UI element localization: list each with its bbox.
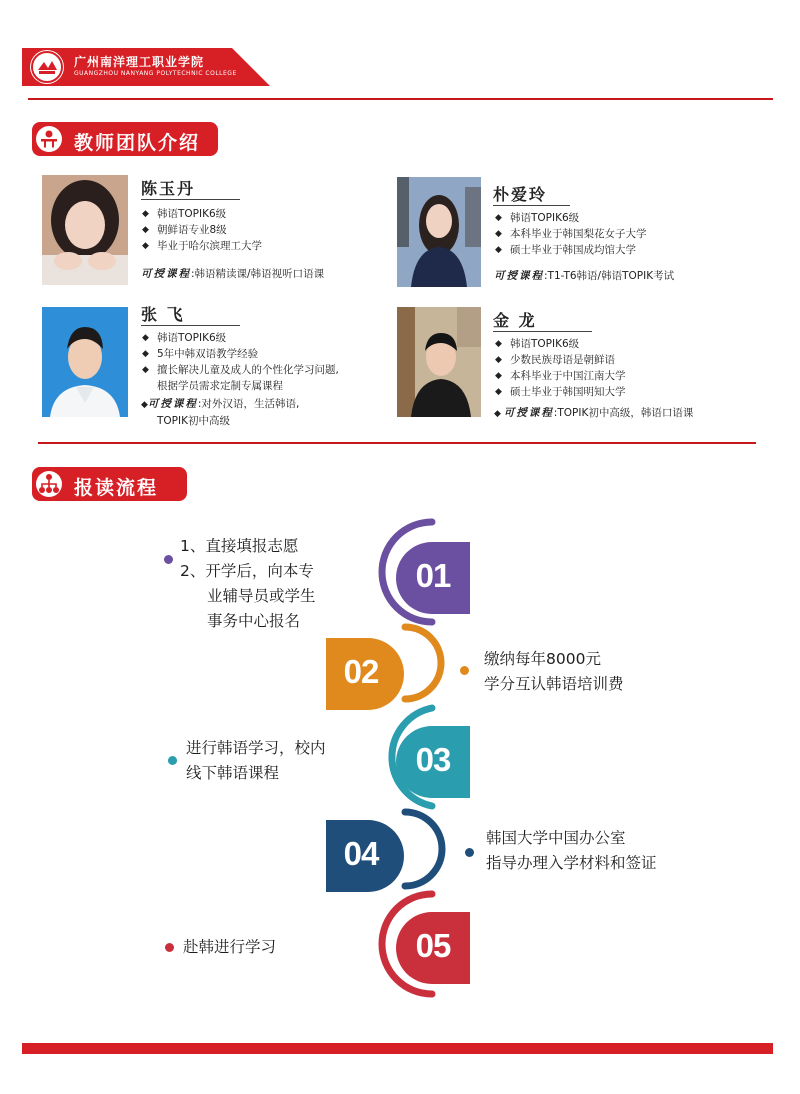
step-number: 05 [415, 927, 451, 964]
list-item: ◆ 韩语TOPIK6级 [494, 336, 626, 352]
step-dot [165, 943, 174, 952]
section-title: 教师团队介绍 [74, 132, 201, 154]
step-number: 04 [343, 835, 379, 872]
list-item: ◆ 本科毕业于中国江南大学 [494, 368, 626, 384]
step-text: 缴纳每年8000元 学分互认韩语培训费 [484, 650, 624, 693]
step-dot [460, 666, 469, 675]
course-label: 可授课程 [503, 407, 554, 419]
course-text: TOPIK初中高级 [157, 415, 230, 427]
teacher-name: 张 飞 [141, 305, 185, 324]
step-number: 02 [343, 653, 379, 690]
list-item: ◆ 韩语TOPIK6级 [494, 210, 647, 226]
footer-bar [22, 1043, 773, 1054]
list-item: 根据学员需求定制专属课程 [157, 380, 283, 392]
step-number: 03 [415, 741, 451, 778]
list-item: ◆ 硕士毕业于韩国成均馆大学 [494, 242, 647, 258]
step-text: 韩国大学中国办公室 指导办理入学材料和签证 [486, 829, 657, 872]
step-dot [168, 756, 177, 765]
teacher-name: 朴爱玲 [493, 185, 548, 204]
teacher-courses: ◆ 可授课程:TOPIK初中高级，韩语口语课 [494, 407, 694, 419]
teacher-name: 金 龙 [493, 311, 537, 330]
step-dot [465, 848, 474, 857]
list-item: ◆ 硕士毕业于韩国明知大学 [494, 384, 626, 400]
course-text: :对外汉语，生活韩语, [197, 398, 300, 410]
school-name-cn: 广州南洋理工职业学院 [74, 55, 205, 69]
list-item: ◆ 5年中韩双语教学经验 [141, 346, 339, 362]
list-item: ◆ 韩语TOPIK6级 [141, 206, 262, 222]
course-label: 可授课程 [141, 268, 191, 280]
section-title: 报读流程 [74, 477, 159, 499]
step-dot [164, 555, 173, 564]
list-item: ◆ 本科毕业于韩国梨花女子大学 [494, 226, 647, 242]
list-item: ◆ 毕业于哈尔滨理工大学 [141, 238, 262, 254]
step-text: 赴韩进行学习 [183, 938, 277, 956]
list-item: ◆ 少数民族母语是朝鲜语 [494, 352, 626, 368]
school-name-en: GUANGZHOU NANYANG POLYTECHNIC COLLEGE [74, 70, 237, 77]
list-item: ◆ 朝鲜语专业8级 [141, 222, 262, 238]
list-item: ◆ 韩语TOPIK6级 [141, 330, 339, 346]
course-label: 可授课程 [494, 270, 544, 282]
step-text: 进行韩语学习，校内 线下韩语课程 [186, 739, 326, 782]
course-text: :T1-T6韩语/韩语TOPIK考试 [544, 270, 675, 282]
course-text: :TOPIK初中高级，韩语口语课 [553, 407, 694, 419]
step-number: 01 [415, 557, 451, 594]
course-text: :韩语精读课/韩语视听口语课 [191, 268, 325, 280]
list-item: ◆ 擅长解决儿童及成人的个性化学习问题, [141, 362, 339, 378]
course-label: 可授课程 [147, 398, 198, 410]
teacher-name: 陈玉丹 [141, 179, 196, 198]
step-text: 1、直接填报志愿 2、开学后，向本专 业辅导员或学生 事务中心报名 [180, 537, 316, 630]
teacher-courses: ◆可授课程:对外汉语，生活韩语, TOPIK初中高级 [141, 398, 300, 427]
